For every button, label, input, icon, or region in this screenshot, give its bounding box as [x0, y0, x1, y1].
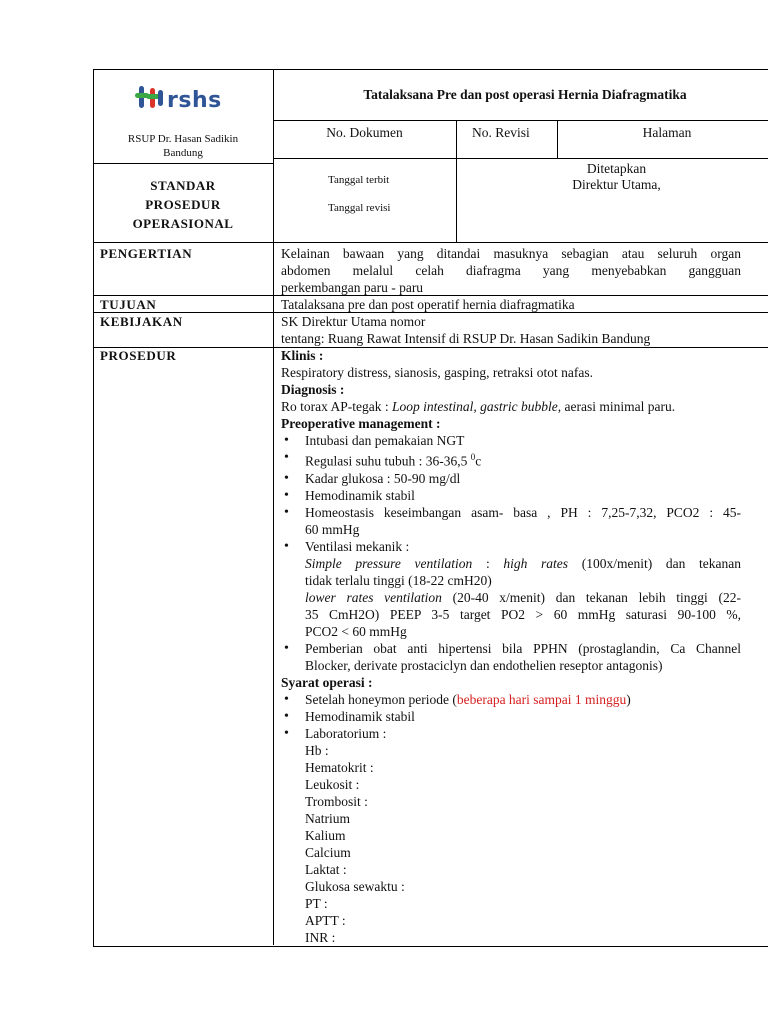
sop-line2: PROSEDUR [145, 197, 221, 212]
list-item [281, 504, 741, 538]
diagnosis-text [281, 398, 741, 415]
sop-line3: OPERASIONAL [132, 216, 234, 231]
vent-a-italic1: Simple pressure ventilation [305, 555, 473, 571]
vent-a-rest: (100x/menit) dan tekanan [568, 555, 741, 571]
logo-text: rshs [167, 88, 222, 113]
hospital-name-line1: RSUP Dr. Hasan Sadikin [127, 133, 239, 145]
diagnosis-italic: Loop intestinal, gastric bubble [392, 399, 558, 414]
klinis-heading: Klinis : [281, 348, 324, 363]
lab-item: Natrium [305, 810, 350, 826]
lab-item: INR : [305, 929, 336, 945]
tujuan-label: TUJUAN [100, 297, 157, 312]
kebijakan-label: KEBIJAKAN [100, 314, 183, 329]
lab-item: Hematokrit : [305, 759, 374, 775]
tujuan-text: Tatalaksana pre dan post operatif hernia diafragmatika [281, 297, 575, 312]
pengertian-text [281, 245, 741, 296]
kebijakan-line1: SK Direktur Utama nomor [281, 314, 426, 329]
list-item [281, 725, 741, 946]
hospital-name [93, 132, 273, 160]
ventilation-label: • Ventilasi mekanik : [305, 538, 410, 554]
vent-a-italic2: high rates [503, 555, 569, 571]
approval-line2: Direktur Utama, [572, 177, 661, 192]
list-item [281, 538, 741, 640]
homeostasis-line1: • Homeostasis keseimbangan asam- basa , PH : 7,25-7,32, PCO2 : 45- [305, 504, 741, 520]
diagnosis-prefix: Ro torax AP-tegak : [281, 399, 392, 414]
sop-line1: STANDAR [150, 178, 216, 193]
row-divider-pengertian [93, 242, 768, 243]
vent-b-rest: (20-40 x/menit) dan tekanan lebih tinggi (22- [441, 589, 742, 605]
preop-heading: Preoperative management : [281, 416, 441, 431]
kebijakan-text [281, 313, 650, 347]
lab-item: Laktat : [305, 861, 347, 877]
vent-b-italic: lower rates ventilation [305, 589, 442, 605]
kebijakan-line2: tentang: Ruang Rawat Intensif di RSUP Dr. Hasan Sadikin Bandung [281, 331, 651, 346]
list-item [281, 449, 741, 470]
syarat-1-suffix: ) [626, 691, 631, 707]
syarat-heading: Syarat operasi : [281, 674, 373, 690]
temp-unit: c [475, 453, 482, 469]
prosedur-content [281, 347, 741, 946]
ventilation-a-line2: tidak terlalu tinggi (18-22 cmH20) [305, 572, 492, 588]
lab-item: Kalium [305, 827, 346, 843]
list-item: • Intubasi dan pemakaian NGT [281, 432, 741, 449]
diagnosis-suffix: , aerasi minimal paru. [557, 399, 676, 414]
header-divider-docno [273, 158, 768, 159]
list-item: • Hemodinamik stabil [281, 708, 741, 725]
syarat-1-highlight: beberapa hari sampai 1 minggu [456, 691, 627, 707]
hospital-name-line2: Bandung [163, 147, 203, 159]
temp-regulation: Regulasi suhu tubuh : 36-36,5 [305, 453, 471, 469]
ventilation-b-line3: PCO2 < 60 mmHg [305, 623, 407, 639]
pengertian-line3: perkembangan paru - paru [281, 280, 424, 295]
doc-number-label: No. Dokumen [326, 125, 403, 140]
lab-label: • Laboratorium : [305, 725, 387, 741]
page-label: Halaman [642, 125, 692, 140]
document-title: Tatalaksana Pre dan post operasi Hernia Diafragmatika [363, 87, 687, 102]
lab-item: Hb : [305, 742, 329, 758]
lab-item: Calcium [305, 844, 351, 860]
klinis-text: Respiratory distress, sianosis, gasping, retraksi otot nafas. [281, 365, 593, 380]
list-item: • Hemodinamik stabil [281, 487, 741, 504]
antihypertensive-line2: Blocker, derivate prostaciclyn dan endothelien reseptor antagonis) [305, 657, 663, 673]
approval-line1: Ditetapkan [586, 161, 647, 176]
lab-item: Trombosit : [305, 793, 368, 809]
lab-item: APTT : [305, 912, 346, 928]
lab-item: PT : [305, 895, 328, 911]
vent-a-mid: : [472, 555, 504, 571]
column-divider-main [273, 69, 274, 945]
lab-item: Glukosa sewaktu : [305, 878, 405, 894]
preop-list [281, 432, 741, 674]
approval-block [456, 161, 768, 193]
pengertian-line1: Kelainan bawaan yang ditandai masuknya sebagian atau seluruh organ [281, 246, 741, 261]
homeostasis-line2: 60 mmHg [305, 521, 360, 537]
lab-item: Leukosit : [305, 776, 360, 792]
syarat-1-prefix: Setelah honeymon periode ( [305, 691, 457, 707]
diagnosis-heading: Diagnosis : [281, 382, 345, 397]
ventilation-a-line1 [305, 555, 741, 572]
temp-superscript: 0 [470, 452, 476, 462]
list-item [281, 640, 741, 674]
prosedur-label: PROSEDUR [100, 348, 177, 363]
rshs-logo-icon [135, 84, 167, 110]
header-divider-title [273, 120, 768, 121]
pengertian-label: PENGERTIAN [100, 246, 193, 261]
revised-date-label: Tanggal revisi [328, 202, 391, 214]
header-divider-logo [93, 163, 273, 164]
syarat-list [281, 691, 741, 946]
issued-date-label: Tanggal terbit [328, 174, 390, 186]
sop-title [93, 176, 273, 233]
ventilation-b-line2: 35 CmH2O) PEEP 3-5 target PO2 > 60 mmHg saturasi 90-100 %, [305, 606, 741, 622]
list-item [281, 691, 741, 708]
antihypertensive-line1: • Pemberian obat anti hipertensi bila PPHN (prostaglandin, Ca Channel [305, 640, 741, 656]
pengertian-line2: abdomen melalul celah diafragma yang menyebabkan gangguan [281, 263, 741, 278]
list-item: • Kadar glukosa : 50-90 mg/dl [281, 470, 741, 487]
ventilation-b-line1 [305, 589, 741, 606]
revision-label: No. Revisi [472, 125, 530, 140]
